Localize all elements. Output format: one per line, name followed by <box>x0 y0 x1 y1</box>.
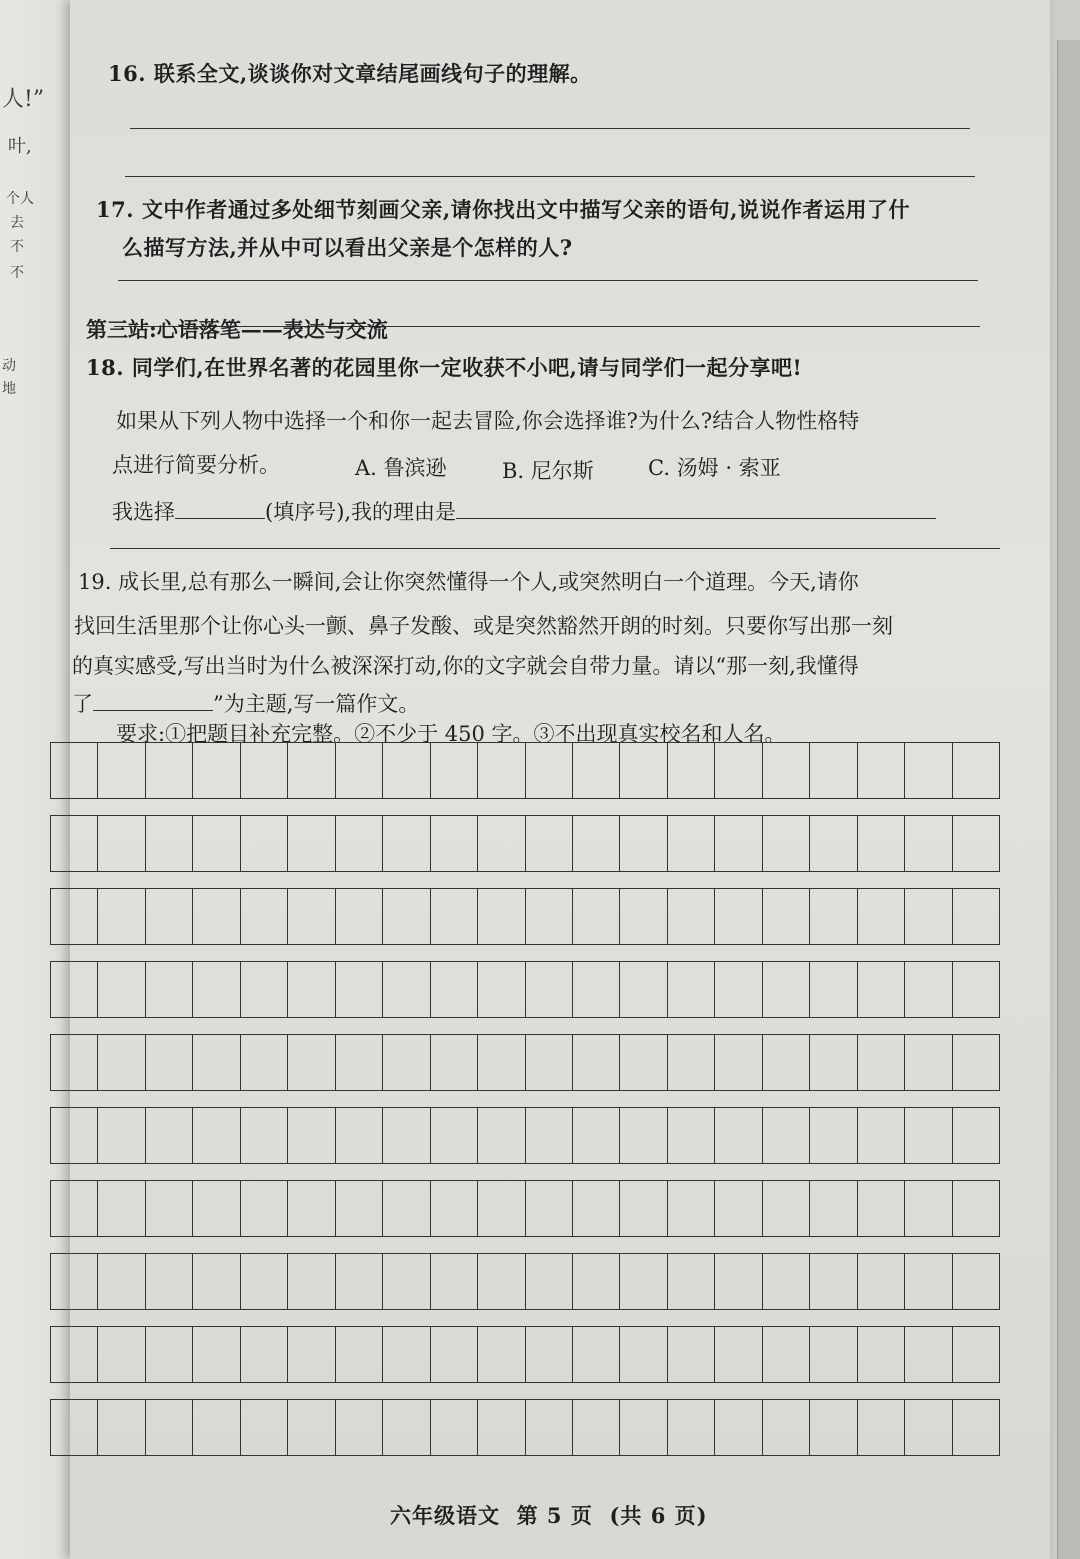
choose-reason-label: (填序号),我的理由是 <box>265 500 457 524</box>
grid-row[interactable] <box>50 888 1000 945</box>
footer-subject: 六年级语文 <box>390 1503 500 1528</box>
question-19-line3: 的真实感受,写出当时为什么被深深打动,你的文字就会自带力量。请以“那一刻,我懂得 <box>72 654 859 678</box>
left-page-fragment: 去 <box>10 215 24 231</box>
option-a: A. 鲁滨逊 <box>355 456 447 480</box>
question-18-line2: 如果从下列人物中选择一个和你一起去冒险,你会选择谁?为什么?结合人物性格特 <box>116 409 860 433</box>
grid-row[interactable] <box>50 1180 1000 1237</box>
footer-total: (共 6 页) <box>609 1503 708 1528</box>
grid-row[interactable] <box>50 1326 1000 1383</box>
left-page-fragment: 动 <box>2 358 16 374</box>
question-18-line3: 点进行简要分析。 <box>112 453 280 477</box>
choice-blank[interactable] <box>175 500 265 519</box>
grid-row[interactable] <box>50 1399 1000 1456</box>
answer-line[interactable] <box>125 176 975 177</box>
answer-line[interactable] <box>130 128 970 129</box>
left-page-fragment: 地 <box>2 381 16 397</box>
left-page-fragment: 个人 <box>6 191 34 207</box>
left-page-fragment: 人!” <box>2 87 45 112</box>
grid-row[interactable] <box>50 961 1000 1018</box>
title-blank[interactable] <box>93 692 213 711</box>
choose-line <box>112 496 936 526</box>
grid-row[interactable] <box>50 815 1000 872</box>
question-18-line1: 18. 同学们,在世界名著的花园里你一定收获不小吧,请与同学们一起分享吧! <box>86 355 803 380</box>
question-17-line2: 么描写方法,并从中可以看出父亲是个怎样的人? <box>122 235 573 260</box>
grid-row[interactable] <box>50 1253 1000 1310</box>
requirements: 要求:①把题目补充完整。②不少于 450 字。③不出现真实校名和人名。 <box>116 722 786 746</box>
answer-line[interactable] <box>118 280 978 281</box>
option-c: C. 汤姆 · 索亚 <box>648 456 781 480</box>
answer-line[interactable] <box>110 548 1000 549</box>
question-19-line4 <box>72 688 419 718</box>
composition-grid[interactable] <box>50 742 1000 1472</box>
page-footer <box>390 1500 708 1530</box>
right-page-edge <box>1057 40 1080 1559</box>
reason-blank[interactable] <box>456 500 936 519</box>
q19-suffix: ”为主题,写一篇作文。 <box>213 692 420 716</box>
question-16: 16. 联系全文,谈谈你对文章结尾画线句子的理解。 <box>108 61 592 86</box>
footer-page: 第 5 页 <box>516 1503 593 1528</box>
left-page-fragment: 叶, <box>8 136 32 157</box>
choose-label: 我选择 <box>112 500 175 524</box>
left-page-fragment: 不 <box>10 239 24 255</box>
option-b: B. 尼尔斯 <box>502 459 594 483</box>
left-page-fragment: 不 <box>10 265 24 281</box>
section-3-title: 第三站:心语落笔——表达与交流 <box>86 317 388 342</box>
grid-row[interactable] <box>50 742 1000 799</box>
q19-prefix: 了 <box>72 692 93 716</box>
exam-sheet <box>70 0 1050 1559</box>
grid-row[interactable] <box>50 1034 1000 1091</box>
grid-row[interactable] <box>50 1107 1000 1164</box>
question-17-line1: 17. 文中作者通过多处细节刻画父亲,请你找出文中描写父亲的语句,说说作者运用了什 <box>96 197 910 222</box>
question-19-line2: 找回生活里那个让你心头一颤、鼻子发酸、或是突然豁然开朗的时刻。只要你写出那一刻 <box>74 614 893 638</box>
question-19-line1: 19. 成长里,总有那么一瞬间,会让你突然懂得一个人,或突然明白一个道理。今天,请你 <box>78 570 859 594</box>
